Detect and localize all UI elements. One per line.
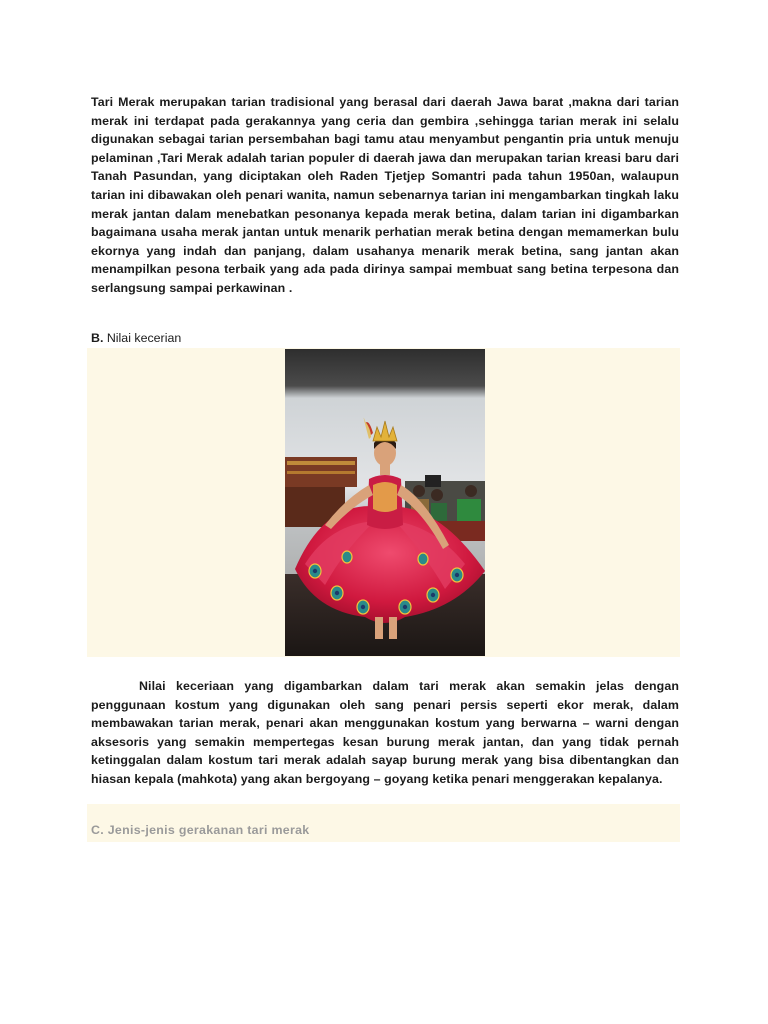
paragraph-nilai-keceriaan: Nilai keceriaan yang digambarkan dalam tari merak akan semakin jelas dengan penggunaan kostum yang digunakan oleh sang penari persis seperti ekor merak, dalam membawakan tarian merak, penari akan menggunakan kostum yang berwarna – warni dengan aksesoris yang semakin mempertegas kesan burung merak jantan, dan yang tidak pernah ketinggalan dalam kostum tari merak adalah sayap burung merak yang bisa dibentangkan dan hiasan kepala (mahkota) yang akan bergoyang – goyang ketika penari menggerakan kepalanya. (91, 679, 679, 786)
paragraph-intro: Tari Merak merupakan tarian tradisional yang berasal dari daerah Jawa barat ,makna dari tarian merak ini terdapat pada gerakannya yang ceria dan gembira ,sehingga tarian merak ini selalu digunakan sebagai tarian persembahan bagi tamu atau menyambut pengantin pria untuk menuju pelaminan ,Tari Merak adalah tarian populer di daerah jawa dan merupakan tarian kreasi baru dari Tanah Pasundan, yang diciptakan oleh Raden Tjetjep Somantri pada tahun 1950an, walaupun tarian ini dibawakan oleh penari wanita, namun sebenarnya tarian ini mengambarkan tingkah laku merak jantan dalam menebatkan pesonanya kepada merak betina, dalam tarian ini digambarkan bagaimana usaha merak jantan untuk menarik perhatian merak betina dengan memamerkan bulu ekornya yang indah dan panjang, dalam usahanya menarik merak betina, sang jantan akan menampilkan pesona terbaik yang ada pada dirinya sampai membuat sang betina terpesona dan serlangsung sampai perkawinan . (91, 95, 679, 295)
peacock-dancer-photo (285, 349, 485, 656)
section-b-label: B. (91, 331, 104, 345)
section-b-heading (91, 331, 181, 345)
section-b-title: Nilai kecerian (103, 331, 182, 345)
section-c-heading: C. Jenis-jenis gerakanan tari merak (91, 823, 310, 837)
